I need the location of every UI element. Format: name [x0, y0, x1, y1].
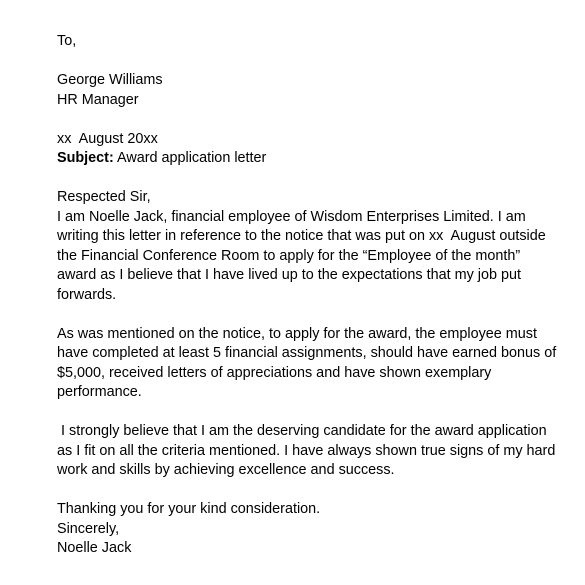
- paragraph-line: I am Noelle Jack, financial employee of Wisdom Enterprises Limited. I am: [57, 208, 526, 225]
- paragraph-line: forwards.: [57, 286, 117, 303]
- paragraph-line: writing this letter in reference to the notice that was put on xx August outside: [57, 228, 546, 244]
- paragraph-line: As was mentioned on the notice, to apply for the award, the employee must: [57, 325, 537, 342]
- paragraph-line: the Financial Conference Room to apply for the “Employee of the month”: [57, 247, 521, 264]
- spacer: [57, 403, 557, 423]
- spacer: [57, 481, 557, 501]
- paragraph-line: as I fit on all the criteria mentioned. I have always shown true signs of my hard: [57, 442, 556, 459]
- spacer: [57, 110, 557, 130]
- greeting: Respected Sir,: [57, 189, 151, 205]
- subject-line: [57, 149, 557, 169]
- to-line: To,: [57, 33, 77, 49]
- paragraph-line: performance.: [57, 384, 142, 400]
- recipient-name: George Williams: [57, 72, 163, 88]
- recipient-title: HR Manager: [57, 91, 139, 108]
- signature-name: Noelle Jack: [57, 540, 132, 556]
- closing: Sincerely,: [57, 520, 120, 537]
- subject-text: Award application letter: [113, 150, 267, 166]
- paragraph-line: award as I believe that I have lived up to the expectations that my job put: [57, 267, 521, 283]
- closing-thanks: Thanking you for your kind consideration.: [57, 501, 321, 517]
- paragraph-1: [57, 208, 557, 306]
- spacer: [57, 305, 557, 325]
- paragraph-line: I strongly believe that I am the deserving candidate for the award application: [57, 423, 547, 439]
- letter-document: [57, 32, 557, 559]
- spacer: [57, 52, 557, 72]
- subject-label: Subject:: [57, 150, 114, 166]
- paragraph-line: have completed at least 5 financial assignments, should have earned bonus of: [57, 345, 557, 361]
- paragraph-3: [57, 422, 557, 481]
- paragraph-2: [57, 325, 557, 403]
- letter-date: xx August 20xx: [57, 130, 158, 147]
- paragraph-line: work and skills by achieving excellence and success.: [57, 462, 395, 478]
- spacer: [57, 169, 557, 189]
- paragraph-line: $5,000, received letters of appreciations and have shown exemplary: [57, 364, 492, 381]
